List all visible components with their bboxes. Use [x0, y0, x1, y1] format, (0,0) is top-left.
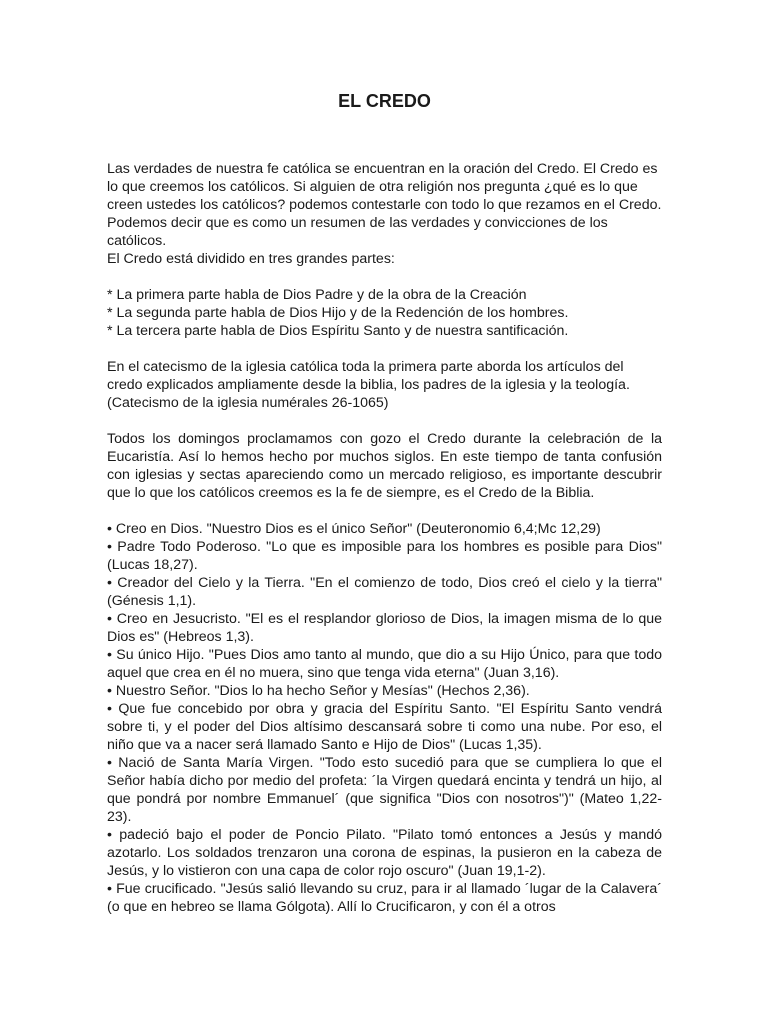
creed-article: • Nuestro Señor. "Dios lo ha hecho Señor y Mesías" (Hechos 2,36). — [107, 683, 530, 699]
creed-article: • padeció bajo el poder de Poncio Pilato. "Pilato tomó entonces a Jesús y mandó azotarlo. Los soldados trenzaron una corona de espinas, la pusieron en la cabeza de Jesús, y lo vistieron con una capa de color rojo oscuro" (Juan 19,1-2). — [107, 827, 662, 879]
sundays-paragraph: Todos los domingos proclamamos con gozo el Credo durante la celebración de la Eucaristía. Así lo hemos hecho por muchos siglos. En este tiempo de tanta confusión con iglesias y sectas apareciendo como un mercado religioso, es importante descubrir que lo que los católicos creemos es la fe de siempre, es el Credo de la Biblia. — [107, 431, 662, 501]
part-item: * La primera parte habla de Dios Padre y de la obra de la Creación — [107, 287, 527, 303]
creed-article: • Creo en Dios. "Nuestro Dios es el único Señor" (Deuteronomio 6,4;Mc 12,29) — [107, 521, 601, 537]
part-item: * La tercera parte habla de Dios Espíritu Santo y de nuestra santificación. — [107, 323, 569, 339]
intro-text: Las verdades de nuestra fe católica se encuentran en la oración del Credo. El Credo es lo que creemos los católicos. Si alguien de otra religión nos pregunta ¿qué es lo que creen ustedes los católicos? podemos contestarle con todo lo que rezamos en el Credo. Podemos decir que es como un resumen de las verdades y convicciones de los católicos. — [107, 161, 662, 249]
creed-article: • Su único Hijo. "Pues Dios amo tanto al mundo, que dio a su Hijo Único, para que todo aquel que crea en él no muera, sino que tenga vida eterna" (Juan 3,16). — [107, 647, 662, 681]
creed-article: • Fue crucificado. "Jesús salió llevando su cruz, para ir al llamado ´lugar de la Calavera´ (o que en hebreo se llama Gólgota). Allí lo Crucificaron, y con él a otros — [107, 881, 662, 915]
document-page — [107, 90, 662, 916]
creed-article: • Nació de Santa María Virgen. "Todo esto sucedió para que se cumpliera lo que el Señor había dicho por medio del profeta: ´la Virgen quedará encinta y tendrá un hijo, al que pondrá por nombre Emmanuel´ (que significa "Dios con nosotros")" (Mateo 1,22-23). — [107, 755, 662, 825]
creed-articles-list — [107, 520, 662, 916]
part-item: * La segunda parte habla de Dios Hijo y de la Redención de los hombres. — [107, 305, 569, 321]
creed-article: • Que fue concebido por obra y gracia del Espíritu Santo. "El Espíritu Santo vendrá sobre ti, y el poder del Dios altísimo descansará sobre ti como una nube. Por eso, el niño que va a nacer será llamado Santo e Hijo de Dios" (Lucas 1,35). — [107, 701, 662, 753]
intro-paragraph — [107, 160, 662, 268]
creed-article: • Creador del Cielo y la Tierra. "En el comienzo de todo, Dios creó el cielo y la tierra"(Génesis 1,1). — [107, 575, 662, 609]
parts-list — [107, 286, 662, 340]
page-title: EL CREDO — [338, 91, 431, 111]
catechism-paragraph: En el catecismo de la iglesia católica toda la primera parte aborda los artículos del credo explicados ampliamente desde la biblia, los padres de la iglesia y la teología. (Catecismo de la iglesia numérales 26-1065) — [107, 359, 630, 411]
creed-article: • Padre Todo Poderoso. "Lo que es imposible para los hombres es posible para Dios" (Lucas 18,27). — [107, 539, 662, 573]
intro-parts-lead: El Credo está dividido en tres grandes partes: — [107, 251, 395, 267]
creed-article: • Creo en Jesucristo. "El es el resplandor glorioso de Dios, la imagen misma de lo que Dios es" (Hebreos 1,3). — [107, 611, 662, 645]
